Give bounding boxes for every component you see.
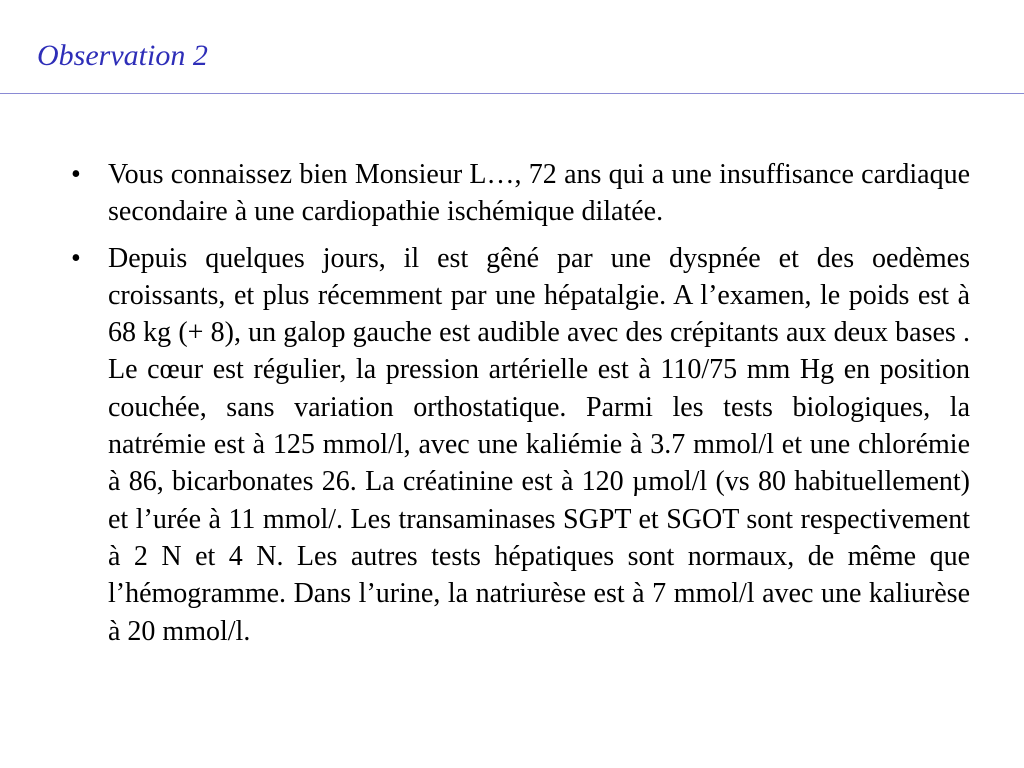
- bullet-icon: •: [71, 159, 81, 190]
- title-divider: [0, 93, 1024, 94]
- bullet-text: Depuis quelques jours, il est gêné par une dyspnée et des oedèmes croissants, et plus récemment par une hépatalgie. A l’examen, le poids est à 68 kg (+ 8), un galop gauche est audible avec des crépitants aux deux bases . Le cœur est régulier, la pression artérielle est à 110/75 mm Hg en position couchée, sans variation orthostatique. Parmi les tests biologiques, la natrémie est à 125 mmol/l, avec une kaliémie à 3.7 mmol/l et une chlorémie à 86, bicarbonates 26. La créatinine est à 120 µmol/l (vs 80 habituellement) et l’urée à 11 mmol/. Les transaminases SGPT et SGOT sont respectivement à 2 N et 4 N. Les autres tests hépatiques sont normaux, de même que l’hémogramme. Dans l’urine, la natriurèse est à 7 mmol/l avec une kaliurèse à 20 mmol/l.: [108, 242, 970, 647]
- bullet-list: [71, 156, 970, 659]
- bullet-item-2: [71, 240, 970, 650]
- bullet-text: Vous connaissez bien Monsieur L…, 72 ans qui a une insuffisance cardiaque secondaire à une cardiopathie ischémique dilatée.: [108, 159, 970, 228]
- bullet-icon: •: [71, 242, 81, 274]
- slide-title: Observation 2: [37, 39, 208, 72]
- bullet-item-1: [71, 156, 970, 231]
